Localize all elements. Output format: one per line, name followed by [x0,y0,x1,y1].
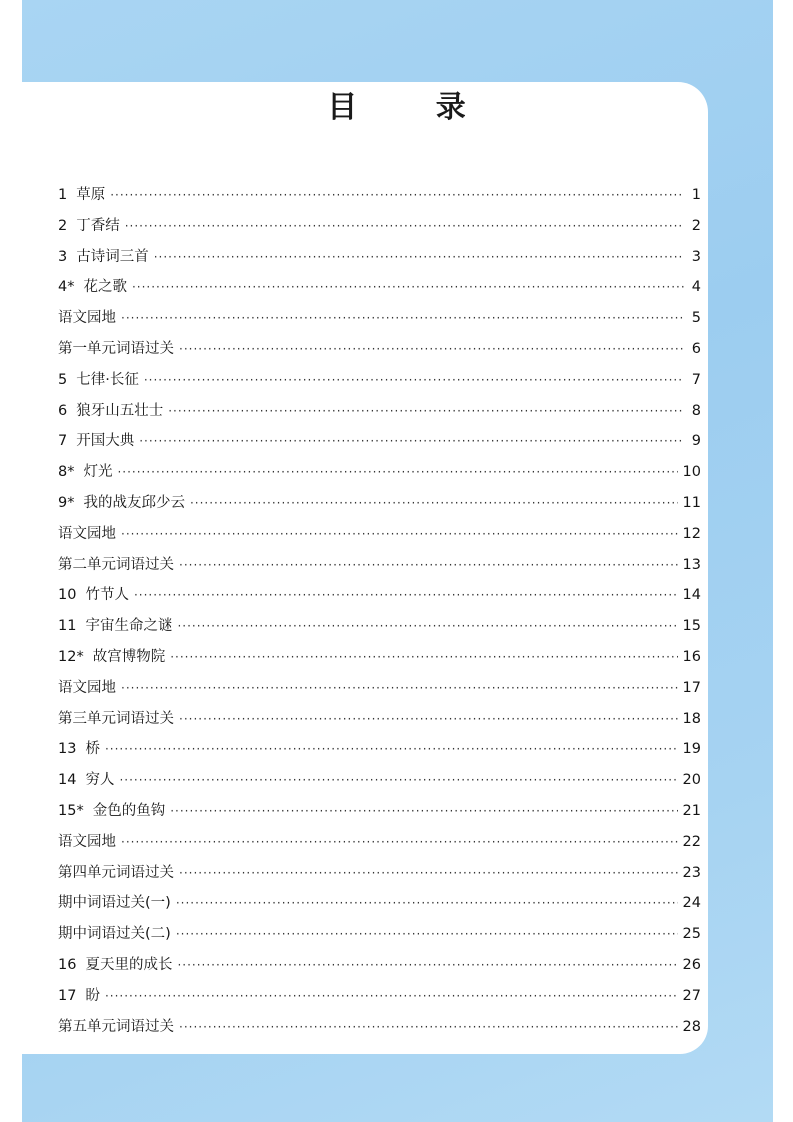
toc-item-title: 穷人 [85,772,115,789]
dot-leader [121,303,684,334]
toc-item-title: 第一单元词语过关 [58,340,174,357]
dot-leader [179,704,678,735]
toc-page-number: 5 [691,310,701,327]
toc-page-number: 6 [691,340,701,357]
toc-page-number: 4 [691,279,701,296]
toc-item-number: 8* [58,464,75,481]
toc-row[interactable] [58,365,701,396]
dot-leader [144,365,684,396]
toc-page-number: 28 [682,1018,701,1035]
toc-item-title: 期中词语过关(二) [58,926,171,943]
dot-leader [121,827,678,858]
dot-leader [179,550,678,581]
toc-item-title: 第五单元词语过关 [58,1018,174,1035]
dot-leader [177,611,677,642]
toc-page-number: 21 [682,802,701,819]
toc-page-number: 12 [682,525,701,542]
toc-item-title: 夏天里的成长 [85,956,173,973]
toc-page-number: 11 [682,494,701,511]
toc-page-number: 27 [682,987,701,1004]
toc-page-number: 20 [682,772,701,789]
toc-row[interactable] [58,334,701,365]
dot-leader [121,519,678,550]
toc-page-number: 13 [682,556,701,573]
toc-item-title: 草原 [76,187,106,203]
toc-item-title: 灯光 [83,464,113,481]
toc-page-number: 1 [691,187,701,203]
toc-item-title: 金色的鱼钩 [92,802,166,819]
toc-page-number: 3 [691,248,701,265]
toc-row[interactable] [58,303,701,334]
toc-row[interactable] [58,211,701,242]
toc-item-number: 13 [58,741,77,758]
toc-page-number: 14 [682,587,701,604]
toc-item-number: 12* [58,648,84,665]
dot-leader [154,242,684,273]
toc-item-number: 4* [58,279,75,296]
toc-row[interactable] [58,1012,701,1043]
dot-leader [119,765,677,796]
toc-row[interactable] [58,611,701,642]
page-title: 目 录 [327,90,500,125]
toc-item-number: 11 [58,618,77,635]
toc-page-number: 16 [682,648,701,665]
toc-row[interactable] [58,396,701,427]
toc-page-number: 17 [682,679,701,696]
toc-item-number: 14 [58,772,77,789]
toc-row[interactable] [58,580,701,611]
toc-page-number: 2 [691,217,701,234]
dot-leader [179,1012,678,1043]
toc-page-number: 15 [682,618,701,635]
toc-item-number: 1 [58,187,68,203]
dot-leader [179,858,678,889]
toc-row[interactable] [58,272,701,303]
toc-page-number: 25 [682,926,701,943]
dot-leader [110,180,684,211]
toc-page-number: 22 [682,833,701,850]
toc-row[interactable] [58,242,701,273]
toc-page-number: 18 [682,710,701,727]
toc-page-number: 7 [691,371,701,388]
toc-item-title: 丁香结 [76,217,120,234]
toc-row[interactable] [58,426,701,457]
toc-page-number: 19 [682,741,701,758]
toc-item-title: 七律·长征 [76,371,139,388]
toc-item-number: 16 [58,956,77,973]
toc-item-number: 2 [58,217,68,234]
dot-leader [170,642,677,673]
toc-row[interactable] [58,488,701,519]
toc-item-title: 第四单元词语过关 [58,864,174,881]
toc-row[interactable] [58,950,701,981]
toc-page-number: 26 [682,956,701,973]
dot-leader [168,396,684,427]
toc-item-title: 我的战友邱少云 [83,494,185,511]
toc-row[interactable] [58,734,701,765]
toc-item-title: 故宫博物院 [92,648,166,665]
toc-item-number: 10 [58,587,77,604]
toc-item-number: 3 [58,248,68,265]
toc-item-title: 语文园地 [58,679,116,696]
toc-item-title: 古诗词三首 [76,248,149,265]
toc-item-title: 语文园地 [58,525,116,542]
toc-row[interactable] [58,673,701,704]
toc-row[interactable] [58,642,701,673]
toc-item-title: 期中词语过关(一) [58,895,171,912]
table-of-contents [58,180,701,1042]
dot-leader [139,426,684,457]
dot-leader [132,272,684,303]
toc-item-title: 语文园地 [58,310,116,327]
dot-leader [177,950,677,981]
dot-leader [176,888,678,919]
toc-row[interactable] [58,180,701,211]
toc-item-title: 第三单元词语过关 [58,710,174,727]
toc-row[interactable] [58,796,701,827]
toc-item-title: 语文园地 [58,833,116,850]
toc-row[interactable] [58,519,701,550]
dot-leader [117,457,677,488]
dot-leader [170,796,677,827]
toc-item-number: 17 [58,987,77,1004]
dot-leader [176,919,678,950]
dot-leader [179,334,684,365]
toc-page-number: 24 [682,895,701,912]
toc-item-title: 花之歌 [83,279,127,296]
toc-row[interactable] [58,550,701,581]
toc-row[interactable] [58,919,701,950]
toc-row[interactable] [58,457,701,488]
toc-item-title: 盼 [85,987,100,1004]
dot-leader [121,673,678,704]
toc-row[interactable] [58,765,701,796]
toc-row[interactable] [58,858,701,889]
dot-leader [190,488,678,519]
toc-item-number: 9* [58,494,75,511]
dot-leader [134,580,678,611]
toc-item-title: 狼牙山五壮士 [76,402,164,419]
toc-item-number: 7 [58,433,68,450]
toc-item-title: 宇宙生命之谜 [85,618,173,635]
toc-item-number: 5 [58,371,68,388]
toc-item-title: 竹节人 [85,587,129,604]
toc-item-title: 桥 [85,741,100,758]
toc-item-title: 第二单元词语过关 [58,556,174,573]
dot-leader [125,211,684,242]
toc-item-number: 6 [58,402,68,419]
dot-leader [105,981,678,1012]
toc-row[interactable] [58,888,701,919]
toc-page-number: 23 [682,864,701,881]
toc-page-number: 8 [691,402,701,419]
toc-item-title: 开国大典 [76,433,135,450]
toc-row[interactable] [58,827,701,858]
toc-item-number: 15* [58,802,84,819]
toc-page-number: 9 [691,433,701,450]
toc-row[interactable] [58,704,701,735]
toc-page-number: 10 [682,464,701,481]
dot-leader [105,734,678,765]
toc-row[interactable] [58,981,701,1012]
